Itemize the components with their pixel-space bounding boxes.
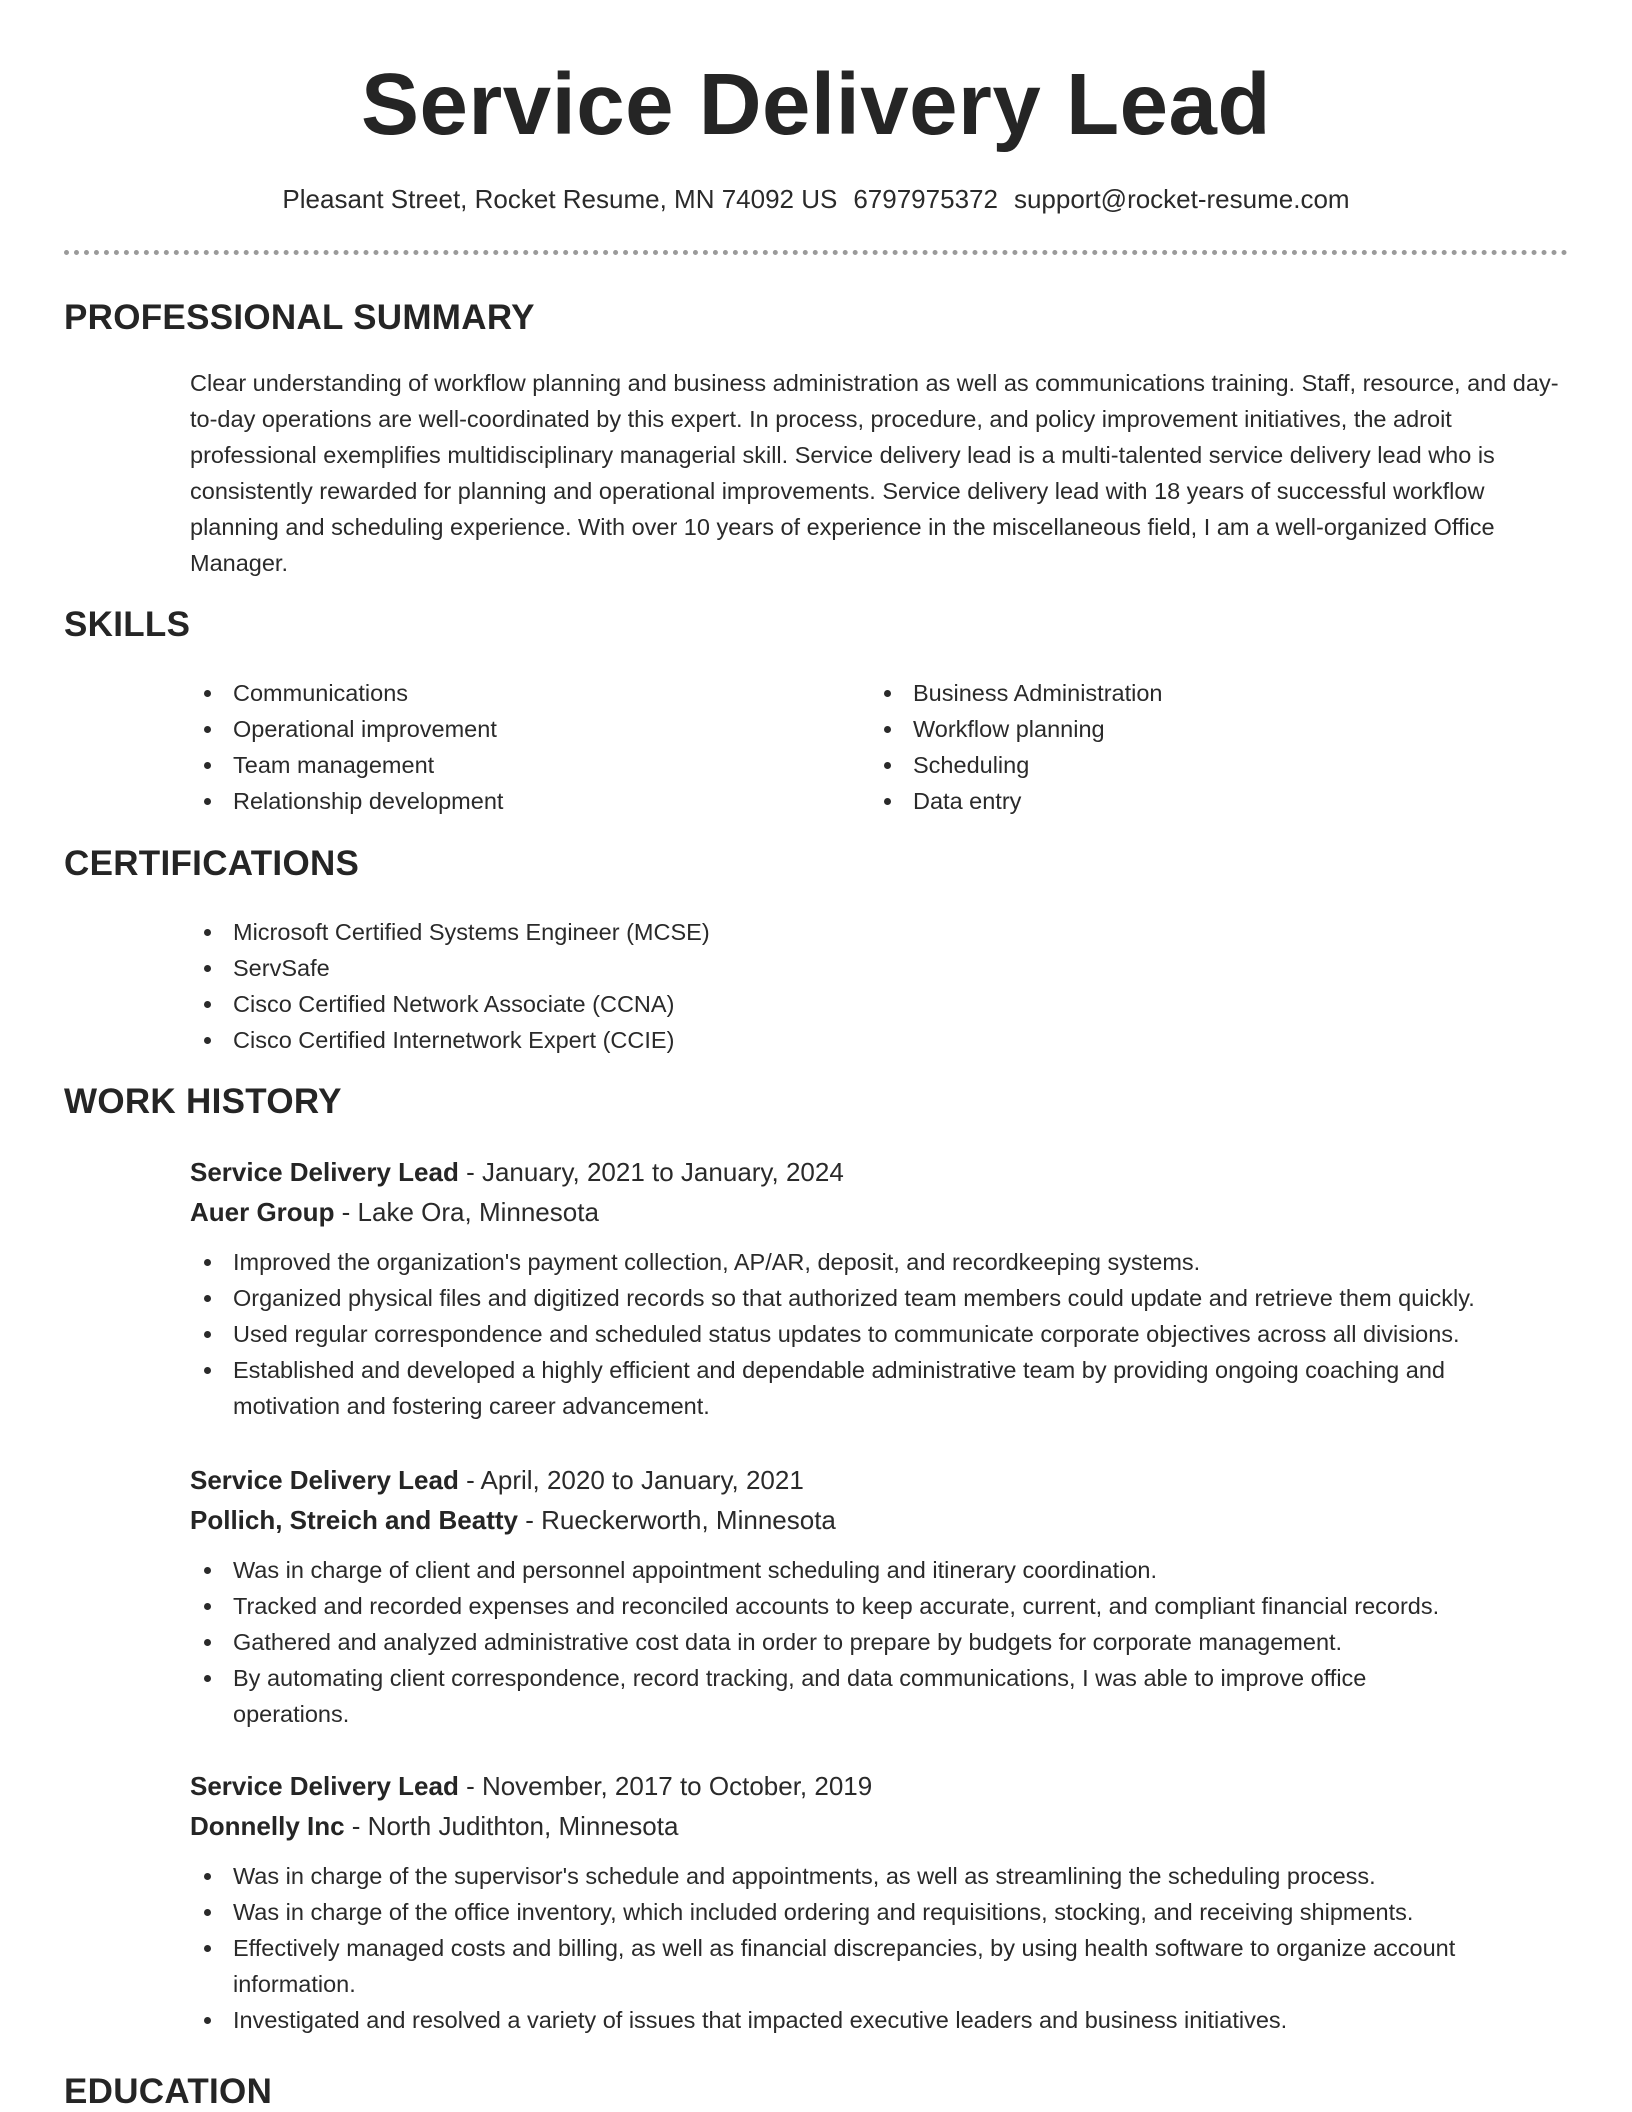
certification-item: Cisco Certified Internetwork Expert (CCIE) <box>190 1022 1490 1058</box>
job-bullet: Organized physical files and digitized records so that authorized team members could update and retrieve them quickly. <box>190 1280 1590 1316</box>
job-bullet-list <box>190 1552 1590 1732</box>
contact-address: Pleasant Street, Rocket Resume, MN 74092 US <box>282 184 838 214</box>
job-title-line <box>190 1152 1590 1192</box>
job-dates: - November, 2017 to October, 2019 <box>458 1771 873 1801</box>
contact-phone: 6797975372 <box>853 184 998 214</box>
job-title-line <box>190 1766 1590 1806</box>
job-bullet: Improved the organization's payment collection, AP/AR, deposit, and recordkeeping systems. <box>190 1244 1590 1280</box>
job-title: Service Delivery Lead <box>190 1771 459 1801</box>
job-bullet: Used regular correspondence and scheduled status updates to communicate corporate objectives across all divisions. <box>190 1316 1590 1352</box>
job-bullet: Tracked and recorded expenses and reconciled accounts to keep accurate, current, and compliant financial records. <box>190 1588 1590 1624</box>
job-location: - Rueckerworth, Minnesota <box>517 1505 836 1535</box>
contact-line <box>0 181 1632 217</box>
certification-item: ServSafe <box>190 950 1490 986</box>
job-bullet: Was in charge of client and personnel appointment scheduling and itinerary coordination. <box>190 1552 1590 1588</box>
job-bullet-list <box>190 1244 1590 1424</box>
resume-name-heading: Service Delivery Lead <box>360 56 1272 153</box>
skill-item: Relationship development <box>190 783 850 819</box>
job-bullet-list <box>190 1858 1590 2038</box>
skill-item: Scheduling <box>870 747 1530 783</box>
job-entry <box>190 1152 1590 1424</box>
contact-email: support@rocket-resume.com <box>1013 184 1350 214</box>
job-bullet: Was in charge of the office inventory, which included ordering and requisitions, stocking, and receiving shipments. <box>190 1894 1590 1930</box>
certification-item: Microsoft Certified Systems Engineer (MCSE) <box>190 914 1490 950</box>
summary-text: Clear understanding of workflow planning and business administration as well as communications training. Staff, resource, and day-to-day operations are well-coordinated by this expert. In process, procedure, and policy improvement initiatives, the adroit professional exemplifies multidisciplinary managerial skill. Service delivery lead is a multi-talented service delivery lead who is consistently rewarded for planning and operational improvements. Service delivery lead with 18 years of successful workflow planning and scheduling experience. With over 10 years of experience in the miscellaneous field, I am a well-organized Office Manager. <box>190 370 1559 576</box>
certification-item: Cisco Certified Network Associate (CCNA) <box>190 986 1490 1022</box>
job-company: Auer Group <box>190 1197 335 1227</box>
job-entry <box>190 1766 1590 2038</box>
job-company: Donnelly Inc <box>190 1811 345 1841</box>
job-bullet: Was in charge of the supervisor's schedule and appointments, as well as streamlining the scheduling process. <box>190 1858 1590 1894</box>
job-title: Service Delivery Lead <box>190 1157 459 1187</box>
job-location: - North Judithton, Minnesota <box>344 1811 679 1841</box>
skill-item: Communications <box>190 675 850 711</box>
skill-item: Team management <box>190 747 850 783</box>
job-bullet: Established and developed a highly efficient and dependable administrative team by providing ongoing coaching and motivation and fostering career advancement. <box>190 1352 1590 1424</box>
skill-item: Business Administration <box>870 675 1530 711</box>
job-entry <box>190 1460 1590 1732</box>
job-dates: - January, 2021 to January, 2024 <box>458 1157 844 1187</box>
skills-list-left <box>190 675 850 819</box>
job-dates: - April, 2020 to January, 2021 <box>458 1465 804 1495</box>
skills-list-right <box>870 675 1530 819</box>
job-company: Pollich, Streich and Beatty <box>190 1505 518 1535</box>
summary-section-title: PROFESSIONAL SUMMARY <box>64 298 535 337</box>
job-bullet: Gathered and analyzed administrative cost data in order to prepare by budgets for corporate management. <box>190 1624 1590 1660</box>
certifications-section-title: CERTIFICATIONS <box>64 844 360 883</box>
certifications-list <box>190 914 1490 1058</box>
skills-section-title: SKILLS <box>64 605 191 644</box>
skill-item: Workflow planning <box>870 711 1530 747</box>
job-bullet: Effectively managed costs and billing, as well as financial discrepancies, by using health software to organize account information. <box>190 1930 1590 2002</box>
work-history-section-title: WORK HISTORY <box>64 1082 342 1121</box>
job-bullet: By automating client correspondence, record tracking, and data communications, I was able to improve office operations. <box>190 1660 1590 1732</box>
education-section-title: EDUCATION <box>64 2072 273 2111</box>
skill-item: Operational improvement <box>190 711 850 747</box>
job-company-line <box>190 1806 1590 1846</box>
header-divider <box>64 250 1568 255</box>
job-title: Service Delivery Lead <box>190 1465 459 1495</box>
job-bullet: Investigated and resolved a variety of issues that impacted executive leaders and business initiatives. <box>190 2002 1590 2038</box>
job-company-line <box>190 1500 1590 1540</box>
skill-item: Data entry <box>870 783 1530 819</box>
job-location: - Lake Ora, Minnesota <box>334 1197 599 1227</box>
job-company-line <box>190 1192 1590 1232</box>
job-title-line <box>190 1460 1590 1500</box>
